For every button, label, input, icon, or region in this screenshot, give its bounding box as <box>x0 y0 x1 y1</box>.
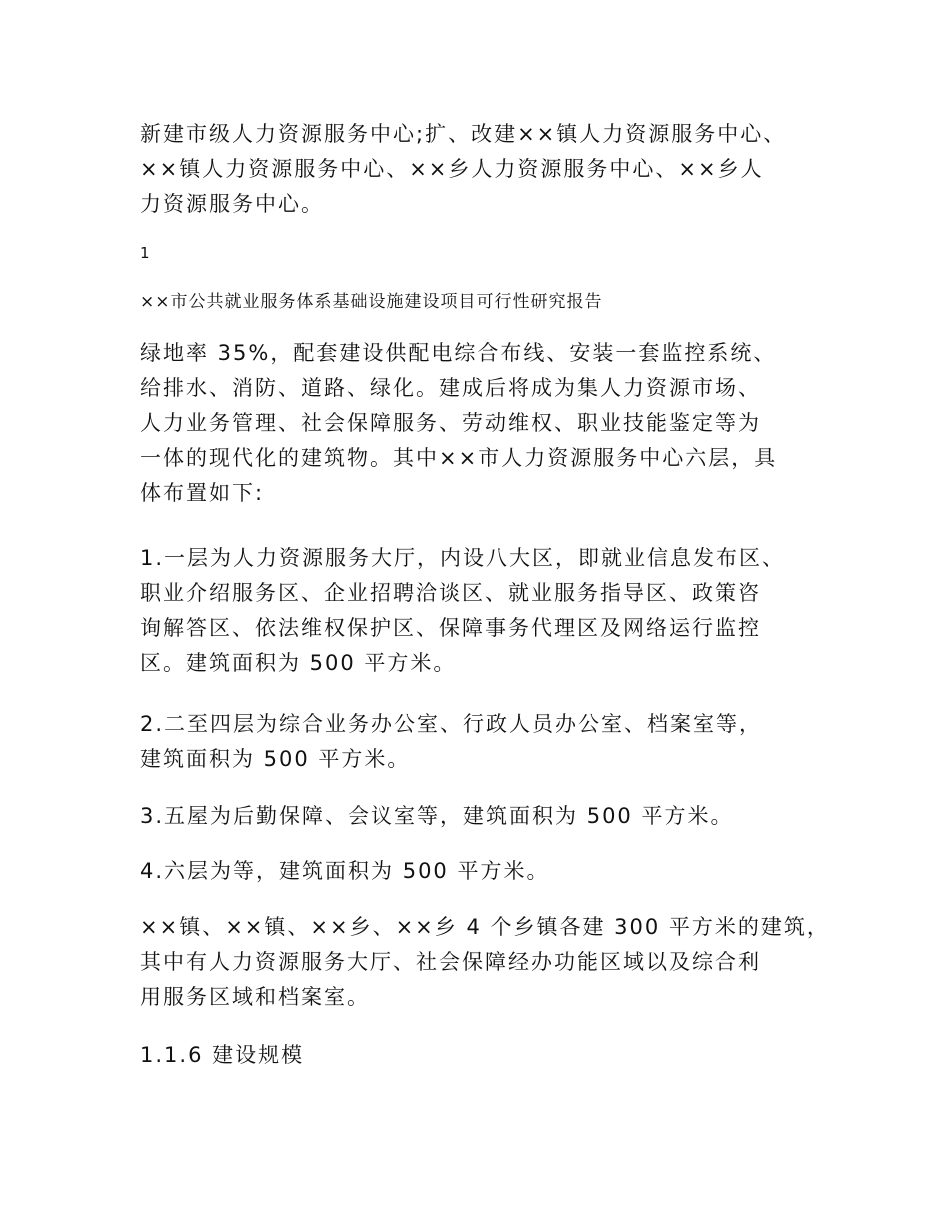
text-line: 2.二至四层为综合业务办公室、行政人员办公室、档案室等， <box>140 712 763 736</box>
page-number: 1 <box>140 244 150 262</box>
section-heading-construction-scale <box>140 1038 304 1073</box>
text-line: 绿地率 35%，配套建设供配电综合布线、安装一套监控系统、 <box>140 341 777 365</box>
text-line: 力资源服务中心。 <box>140 192 324 216</box>
text-line: 给排水、消防、道路、绿化。建成后将成为集人力资源市场、 <box>140 376 761 400</box>
text-line: 新建市级人力资源服务中心;扩、改建××镇人力资源服务中心、 <box>140 122 787 146</box>
text-line: 用服务区域和档案室。 <box>140 985 370 1009</box>
paragraph-floor-1 <box>140 541 785 681</box>
text-line: 建筑面积为 500 平方米。 <box>140 747 411 771</box>
text-line: 区。建筑面积为 500 平方米。 <box>140 651 457 675</box>
running-header: ××市公共就业服务体系基础设施建设项目可行性研究报告 <box>140 292 603 312</box>
text-line: 其中有人力资源服务大厅、社会保障经办功能区域以及综合利 <box>140 950 761 974</box>
text-line: ××镇人力资源服务中心、××乡人力资源服务中心、××乡人 <box>140 157 764 181</box>
text-line: 体布置如下: <box>140 481 265 505</box>
text-line: 人力业务管理、社会保障服务、劳动维权、职业技能鉴定等为 <box>140 411 761 435</box>
text-line: 一体的现代化的建筑物。其中××市人力资源服务中心六层，具 <box>140 446 778 470</box>
paragraph-service-centers <box>140 117 786 222</box>
paragraph-township-buildings <box>140 910 830 1015</box>
text-line: 1.1.6 建设规模 <box>140 1043 305 1067</box>
text-line: ××镇、××镇、××乡、××乡 4 个乡镇各建 300 平方米的建筑， <box>140 915 830 939</box>
text-line: 3.五屋为后勤保障、会议室等，建筑面积为 500 平方米。 <box>140 804 734 828</box>
text-line: 职业介绍服务区、企业招聘洽谈区、就业服务指导区、政策咨 <box>140 581 761 605</box>
paragraph-floor-6 <box>140 854 549 889</box>
paragraph-floor-2-4 <box>140 707 762 777</box>
text-line: 1.一层为人力资源服务大厅，内设八大区，即就业信息发布区、 <box>140 546 786 570</box>
paragraph-green-rate <box>140 336 777 511</box>
text-line: 4.六层为等，建筑面积为 500 平方米。 <box>140 859 550 883</box>
paragraph-floor-5 <box>140 799 733 834</box>
text-line: 询解答区、依法维权保护区、保障事务代理区及网络运行监控 <box>140 616 761 640</box>
